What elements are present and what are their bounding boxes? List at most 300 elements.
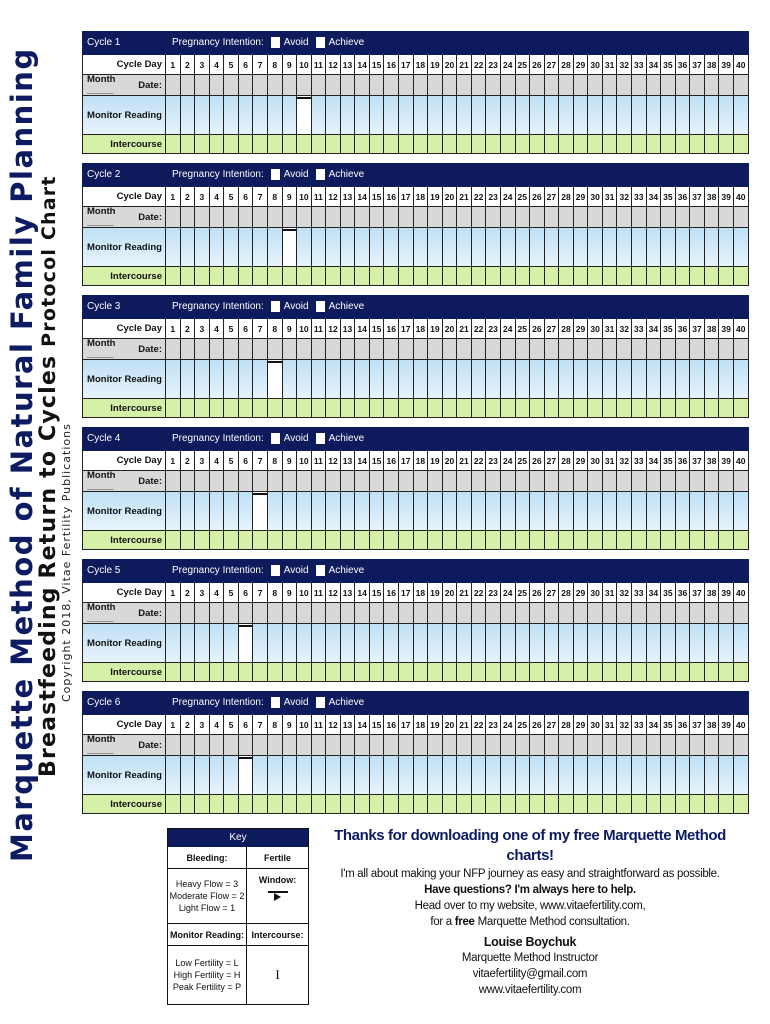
- monitor-reading-cell[interactable]: [399, 228, 414, 267]
- intercourse-cell[interactable]: [472, 795, 487, 814]
- date-cell[interactable]: [603, 207, 618, 228]
- date-cell[interactable]: [516, 75, 531, 96]
- intercourse-cell[interactable]: [705, 399, 720, 418]
- monitor-reading-cell[interactable]: [384, 360, 399, 399]
- date-cell[interactable]: [268, 207, 283, 228]
- intercourse-cell[interactable]: [326, 267, 341, 286]
- monitor-reading-cell[interactable]: [268, 96, 283, 135]
- intercourse-cell[interactable]: [326, 663, 341, 682]
- intercourse-cell[interactable]: [705, 267, 720, 286]
- monitor-reading-cell[interactable]: [268, 492, 283, 531]
- date-cell[interactable]: [239, 735, 254, 756]
- intercourse-cell[interactable]: [588, 267, 603, 286]
- intercourse-cell[interactable]: [239, 663, 254, 682]
- intercourse-cell[interactable]: [224, 135, 239, 154]
- date-cell[interactable]: [166, 75, 181, 96]
- monitor-reading-cell[interactable]: [253, 360, 268, 399]
- intercourse-cell[interactable]: [457, 795, 472, 814]
- monitor-reading-cell[interactable]: [181, 756, 196, 795]
- date-cell[interactable]: [268, 603, 283, 624]
- date-cell[interactable]: [647, 339, 662, 360]
- intercourse-cell[interactable]: [632, 399, 647, 418]
- intercourse-cell[interactable]: [690, 399, 705, 418]
- date-cell[interactable]: [224, 735, 239, 756]
- intercourse-cell[interactable]: [647, 663, 662, 682]
- date-cell[interactable]: [501, 471, 516, 492]
- monitor-reading-cell[interactable]: [661, 492, 676, 531]
- monitor-reading-cell[interactable]: [617, 360, 632, 399]
- date-cell[interactable]: [676, 75, 691, 96]
- monitor-reading-cell[interactable]: [457, 492, 472, 531]
- monitor-reading-cell[interactable]: [181, 624, 196, 663]
- date-cell[interactable]: [428, 207, 443, 228]
- date-cell[interactable]: [312, 603, 327, 624]
- monitor-reading-cell[interactable]: [312, 492, 327, 531]
- monitor-reading-cell[interactable]: [341, 228, 356, 267]
- intercourse-cell[interactable]: [705, 795, 720, 814]
- monitor-reading-cell[interactable]: [195, 228, 210, 267]
- intercourse-cell[interactable]: [210, 795, 225, 814]
- intercourse-cell[interactable]: [676, 663, 691, 682]
- intercourse-cell[interactable]: [559, 399, 574, 418]
- intercourse-cell[interactable]: [676, 399, 691, 418]
- intercourse-cell[interactable]: [457, 531, 472, 550]
- date-cell[interactable]: [661, 207, 676, 228]
- intercourse-cell[interactable]: [530, 663, 545, 682]
- date-cell[interactable]: [239, 207, 254, 228]
- monitor-reading-cell[interactable]: [224, 492, 239, 531]
- monitor-reading-cell[interactable]: [661, 756, 676, 795]
- intercourse-cell[interactable]: [414, 663, 429, 682]
- monitor-reading-cell[interactable]: [166, 228, 181, 267]
- intercourse-cell[interactable]: [559, 663, 574, 682]
- intercourse-cell[interactable]: [530, 531, 545, 550]
- monitor-reading-cell[interactable]: [676, 96, 691, 135]
- monitor-reading-cell[interactable]: [486, 492, 501, 531]
- monitor-reading-cell[interactable]: [224, 756, 239, 795]
- date-cell[interactable]: [239, 339, 254, 360]
- intercourse-cell[interactable]: [705, 531, 720, 550]
- monitor-reading-cell[interactable]: [603, 228, 618, 267]
- intercourse-cell[interactable]: [312, 135, 327, 154]
- monitor-reading-cell[interactable]: [370, 96, 385, 135]
- date-cell[interactable]: [734, 471, 749, 492]
- date-cell[interactable]: [690, 735, 705, 756]
- monitor-reading-cell[interactable]: [326, 228, 341, 267]
- date-cell[interactable]: [181, 735, 196, 756]
- date-cell[interactable]: [559, 339, 574, 360]
- monitor-reading-cell[interactable]: [545, 96, 560, 135]
- monitor-reading-cell[interactable]: [355, 624, 370, 663]
- date-cell[interactable]: [676, 735, 691, 756]
- date-cell[interactable]: [166, 339, 181, 360]
- intercourse-cell[interactable]: [530, 399, 545, 418]
- intercourse-cell[interactable]: [181, 531, 196, 550]
- date-cell[interactable]: [283, 339, 298, 360]
- date-cell[interactable]: [312, 735, 327, 756]
- intercourse-cell[interactable]: [545, 663, 560, 682]
- monitor-reading-cell[interactable]: [661, 624, 676, 663]
- monitor-reading-cell[interactable]: [268, 624, 283, 663]
- intercourse-cell[interactable]: [661, 795, 676, 814]
- intercourse-cell[interactable]: [399, 399, 414, 418]
- monitor-reading-cell[interactable]: [472, 756, 487, 795]
- date-cell[interactable]: [588, 339, 603, 360]
- intercourse-cell[interactable]: [224, 531, 239, 550]
- achieve-checkbox[interactable]: [316, 37, 325, 48]
- date-cell[interactable]: [661, 75, 676, 96]
- monitor-reading-cell[interactable]: [326, 360, 341, 399]
- intercourse-cell[interactable]: [661, 135, 676, 154]
- intercourse-cell[interactable]: [647, 795, 662, 814]
- intercourse-cell[interactable]: [312, 531, 327, 550]
- monitor-reading-cell[interactable]: [239, 228, 254, 267]
- intercourse-cell[interactable]: [588, 663, 603, 682]
- monitor-reading-cell[interactable]: [326, 756, 341, 795]
- intercourse-cell[interactable]: [588, 531, 603, 550]
- intercourse-cell[interactable]: [283, 135, 298, 154]
- monitor-reading-cell[interactable]: [603, 756, 618, 795]
- date-cell[interactable]: [326, 207, 341, 228]
- intercourse-cell[interactable]: [326, 531, 341, 550]
- monitor-reading-cell[interactable]: [297, 360, 312, 399]
- date-cell[interactable]: [647, 471, 662, 492]
- date-cell[interactable]: [210, 603, 225, 624]
- intercourse-cell[interactable]: [283, 399, 298, 418]
- date-cell[interactable]: [457, 471, 472, 492]
- date-cell[interactable]: [341, 207, 356, 228]
- date-cell[interactable]: [224, 339, 239, 360]
- monitor-reading-cell[interactable]: [457, 96, 472, 135]
- date-cell[interactable]: [268, 75, 283, 96]
- date-cell[interactable]: [224, 207, 239, 228]
- date-cell[interactable]: [326, 603, 341, 624]
- monitor-reading-cell[interactable]: [559, 624, 574, 663]
- date-cell[interactable]: [224, 603, 239, 624]
- avoid-checkbox[interactable]: [271, 169, 280, 180]
- intercourse-cell[interactable]: [297, 135, 312, 154]
- monitor-reading-cell[interactable]: [210, 624, 225, 663]
- intercourse-cell[interactable]: [559, 795, 574, 814]
- intercourse-cell[interactable]: [486, 135, 501, 154]
- date-cell[interactable]: [617, 207, 632, 228]
- intercourse-cell[interactable]: [690, 531, 705, 550]
- intercourse-cell[interactable]: [384, 135, 399, 154]
- monitor-reading-cell[interactable]: [545, 228, 560, 267]
- intercourse-cell[interactable]: [166, 663, 181, 682]
- intercourse-cell[interactable]: [530, 795, 545, 814]
- monitor-reading-cell[interactable]: [676, 492, 691, 531]
- intercourse-cell[interactable]: [428, 795, 443, 814]
- date-cell[interactable]: [297, 603, 312, 624]
- date-cell[interactable]: [530, 339, 545, 360]
- date-cell[interactable]: [705, 735, 720, 756]
- monitor-reading-cell[interactable]: [210, 360, 225, 399]
- avoid-checkbox[interactable]: [271, 697, 280, 708]
- achieve-checkbox[interactable]: [316, 565, 325, 576]
- intercourse-cell[interactable]: [705, 135, 720, 154]
- intercourse-cell[interactable]: [734, 663, 749, 682]
- intercourse-cell[interactable]: [283, 267, 298, 286]
- intercourse-cell[interactable]: [166, 135, 181, 154]
- monitor-reading-cell[interactable]: [195, 360, 210, 399]
- intercourse-cell[interactable]: [603, 663, 618, 682]
- date-cell[interactable]: [647, 735, 662, 756]
- intercourse-cell[interactable]: [399, 267, 414, 286]
- monitor-reading-cell[interactable]: [719, 756, 734, 795]
- date-cell[interactable]: [734, 603, 749, 624]
- monitor-reading-cell[interactable]: [486, 228, 501, 267]
- date-cell[interactable]: [457, 75, 472, 96]
- monitor-reading-cell[interactable]: [166, 96, 181, 135]
- intercourse-cell[interactable]: [719, 531, 734, 550]
- monitor-reading-cell[interactable]: [166, 360, 181, 399]
- date-cell[interactable]: [210, 471, 225, 492]
- monitor-reading-cell[interactable]: [647, 624, 662, 663]
- intercourse-cell[interactable]: [195, 531, 210, 550]
- date-cell[interactable]: [559, 75, 574, 96]
- monitor-reading-cell[interactable]: [501, 228, 516, 267]
- intercourse-cell[interactable]: [617, 795, 632, 814]
- monitor-reading-cell[interactable]: [617, 492, 632, 531]
- date-cell[interactable]: [486, 207, 501, 228]
- date-cell[interactable]: [210, 207, 225, 228]
- monitor-reading-cell[interactable]: [734, 228, 749, 267]
- monitor-reading-cell[interactable]: [457, 360, 472, 399]
- monitor-reading-cell[interactable]: [559, 492, 574, 531]
- intercourse-cell[interactable]: [370, 531, 385, 550]
- monitor-reading-cell[interactable]: [239, 624, 254, 663]
- intercourse-cell[interactable]: [326, 399, 341, 418]
- monitor-reading-cell[interactable]: [326, 492, 341, 531]
- date-cell[interactable]: [588, 471, 603, 492]
- intercourse-cell[interactable]: [181, 399, 196, 418]
- date-cell[interactable]: [734, 207, 749, 228]
- intercourse-cell[interactable]: [370, 267, 385, 286]
- intercourse-cell[interactable]: [574, 531, 589, 550]
- intercourse-cell[interactable]: [253, 795, 268, 814]
- date-cell[interactable]: [253, 207, 268, 228]
- intercourse-cell[interactable]: [268, 531, 283, 550]
- intercourse-cell[interactable]: [384, 795, 399, 814]
- date-cell[interactable]: [690, 603, 705, 624]
- date-cell[interactable]: [530, 207, 545, 228]
- date-cell[interactable]: [326, 75, 341, 96]
- monitor-reading-cell[interactable]: [486, 624, 501, 663]
- date-cell[interactable]: [283, 75, 298, 96]
- monitor-reading-cell[interactable]: [355, 228, 370, 267]
- monitor-reading-cell[interactable]: [559, 360, 574, 399]
- monitor-reading-cell[interactable]: [617, 228, 632, 267]
- intercourse-cell[interactable]: [355, 399, 370, 418]
- intercourse-cell[interactable]: [341, 135, 356, 154]
- monitor-reading-cell[interactable]: [195, 624, 210, 663]
- intercourse-cell[interactable]: [443, 663, 458, 682]
- monitor-reading-cell[interactable]: [501, 756, 516, 795]
- achieve-checkbox[interactable]: [316, 301, 325, 312]
- intercourse-cell[interactable]: [603, 267, 618, 286]
- monitor-reading-cell[interactable]: [181, 492, 196, 531]
- date-cell[interactable]: [617, 471, 632, 492]
- monitor-reading-cell[interactable]: [355, 96, 370, 135]
- date-cell[interactable]: [457, 339, 472, 360]
- monitor-reading-cell[interactable]: [545, 624, 560, 663]
- date-cell[interactable]: [734, 735, 749, 756]
- monitor-reading-cell[interactable]: [312, 96, 327, 135]
- intercourse-cell[interactable]: [690, 663, 705, 682]
- intercourse-cell[interactable]: [661, 531, 676, 550]
- date-cell[interactable]: [501, 339, 516, 360]
- date-cell[interactable]: [559, 735, 574, 756]
- date-cell[interactable]: [341, 603, 356, 624]
- date-cell[interactable]: [734, 339, 749, 360]
- intercourse-cell[interactable]: [676, 795, 691, 814]
- intercourse-cell[interactable]: [312, 795, 327, 814]
- date-cell[interactable]: [355, 75, 370, 96]
- date-cell[interactable]: [486, 735, 501, 756]
- monitor-reading-cell[interactable]: [559, 228, 574, 267]
- date-cell[interactable]: [574, 735, 589, 756]
- intercourse-cell[interactable]: [676, 267, 691, 286]
- intercourse-cell[interactable]: [603, 135, 618, 154]
- monitor-reading-cell[interactable]: [661, 96, 676, 135]
- monitor-reading-cell[interactable]: [719, 624, 734, 663]
- monitor-reading-cell[interactable]: [239, 360, 254, 399]
- date-cell[interactable]: [676, 339, 691, 360]
- intercourse-cell[interactable]: [617, 531, 632, 550]
- date-cell[interactable]: [297, 339, 312, 360]
- intercourse-cell[interactable]: [719, 267, 734, 286]
- monitor-reading-cell[interactable]: [574, 756, 589, 795]
- date-cell[interactable]: [690, 471, 705, 492]
- monitor-reading-cell[interactable]: [326, 624, 341, 663]
- intercourse-cell[interactable]: [355, 663, 370, 682]
- intercourse-cell[interactable]: [617, 267, 632, 286]
- monitor-reading-cell[interactable]: [457, 228, 472, 267]
- intercourse-cell[interactable]: [210, 663, 225, 682]
- intercourse-cell[interactable]: [545, 135, 560, 154]
- date-cell[interactable]: [312, 471, 327, 492]
- intercourse-cell[interactable]: [195, 267, 210, 286]
- date-cell[interactable]: [661, 603, 676, 624]
- date-cell[interactable]: [253, 75, 268, 96]
- intercourse-cell[interactable]: [297, 531, 312, 550]
- monitor-reading-cell[interactable]: [268, 228, 283, 267]
- intercourse-cell[interactable]: [516, 267, 531, 286]
- monitor-reading-cell[interactable]: [719, 228, 734, 267]
- intercourse-cell[interactable]: [297, 795, 312, 814]
- date-cell[interactable]: [414, 75, 429, 96]
- intercourse-cell[interactable]: [632, 267, 647, 286]
- date-cell[interactable]: [384, 207, 399, 228]
- date-cell[interactable]: [617, 735, 632, 756]
- intercourse-cell[interactable]: [428, 399, 443, 418]
- monitor-reading-cell[interactable]: [588, 360, 603, 399]
- date-cell[interactable]: [224, 471, 239, 492]
- intercourse-cell[interactable]: [268, 795, 283, 814]
- monitor-reading-cell[interactable]: [370, 492, 385, 531]
- date-cell[interactable]: [545, 75, 560, 96]
- date-cell[interactable]: [399, 603, 414, 624]
- date-cell[interactable]: [486, 339, 501, 360]
- monitor-reading-cell[interactable]: [224, 96, 239, 135]
- intercourse-cell[interactable]: [414, 399, 429, 418]
- monitor-reading-cell[interactable]: [224, 360, 239, 399]
- monitor-reading-cell[interactable]: [428, 228, 443, 267]
- intercourse-cell[interactable]: [195, 795, 210, 814]
- intercourse-cell[interactable]: [661, 267, 676, 286]
- intercourse-cell[interactable]: [181, 267, 196, 286]
- monitor-reading-cell[interactable]: [574, 228, 589, 267]
- date-cell[interactable]: [632, 207, 647, 228]
- date-cell[interactable]: [414, 471, 429, 492]
- date-cell[interactable]: [181, 339, 196, 360]
- date-cell[interactable]: [399, 207, 414, 228]
- date-cell[interactable]: [516, 207, 531, 228]
- date-cell[interactable]: [472, 75, 487, 96]
- date-cell[interactable]: [166, 471, 181, 492]
- intercourse-cell[interactable]: [239, 135, 254, 154]
- monitor-reading-cell[interactable]: [676, 756, 691, 795]
- monitor-reading-cell[interactable]: [210, 756, 225, 795]
- monitor-reading-cell[interactable]: [210, 228, 225, 267]
- date-cell[interactable]: [312, 75, 327, 96]
- monitor-reading-cell[interactable]: [355, 756, 370, 795]
- monitor-reading-cell[interactable]: [384, 492, 399, 531]
- monitor-reading-cell[interactable]: [428, 492, 443, 531]
- intercourse-cell[interactable]: [283, 531, 298, 550]
- intercourse-cell[interactable]: [268, 663, 283, 682]
- intercourse-cell[interactable]: [661, 399, 676, 418]
- date-cell[interactable]: [355, 207, 370, 228]
- intercourse-cell[interactable]: [399, 795, 414, 814]
- monitor-reading-cell[interactable]: [632, 96, 647, 135]
- intercourse-cell[interactable]: [253, 663, 268, 682]
- date-cell[interactable]: [283, 471, 298, 492]
- monitor-reading-cell[interactable]: [457, 624, 472, 663]
- monitor-reading-cell[interactable]: [414, 228, 429, 267]
- intercourse-cell[interactable]: [355, 267, 370, 286]
- intercourse-cell[interactable]: [719, 795, 734, 814]
- monitor-reading-cell[interactable]: [690, 624, 705, 663]
- date-cell[interactable]: [428, 75, 443, 96]
- intercourse-cell[interactable]: [443, 135, 458, 154]
- intercourse-cell[interactable]: [734, 531, 749, 550]
- intercourse-cell[interactable]: [210, 135, 225, 154]
- date-cell[interactable]: [472, 339, 487, 360]
- date-cell[interactable]: [603, 471, 618, 492]
- date-cell[interactable]: [370, 603, 385, 624]
- monitor-reading-cell[interactable]: [253, 228, 268, 267]
- monitor-reading-cell[interactable]: [632, 360, 647, 399]
- date-cell[interactable]: [414, 339, 429, 360]
- date-cell[interactable]: [181, 75, 196, 96]
- monitor-reading-cell[interactable]: [224, 624, 239, 663]
- date-cell[interactable]: [617, 603, 632, 624]
- intercourse-cell[interactable]: [312, 267, 327, 286]
- date-cell[interactable]: [239, 75, 254, 96]
- intercourse-cell[interactable]: [647, 531, 662, 550]
- date-cell[interactable]: [370, 75, 385, 96]
- monitor-reading-cell[interactable]: [181, 360, 196, 399]
- monitor-reading-cell[interactable]: [545, 756, 560, 795]
- monitor-reading-cell[interactable]: [297, 624, 312, 663]
- monitor-reading-cell[interactable]: [166, 624, 181, 663]
- monitor-reading-cell[interactable]: [690, 228, 705, 267]
- intercourse-cell[interactable]: [239, 795, 254, 814]
- date-cell[interactable]: [399, 735, 414, 756]
- date-cell[interactable]: [370, 735, 385, 756]
